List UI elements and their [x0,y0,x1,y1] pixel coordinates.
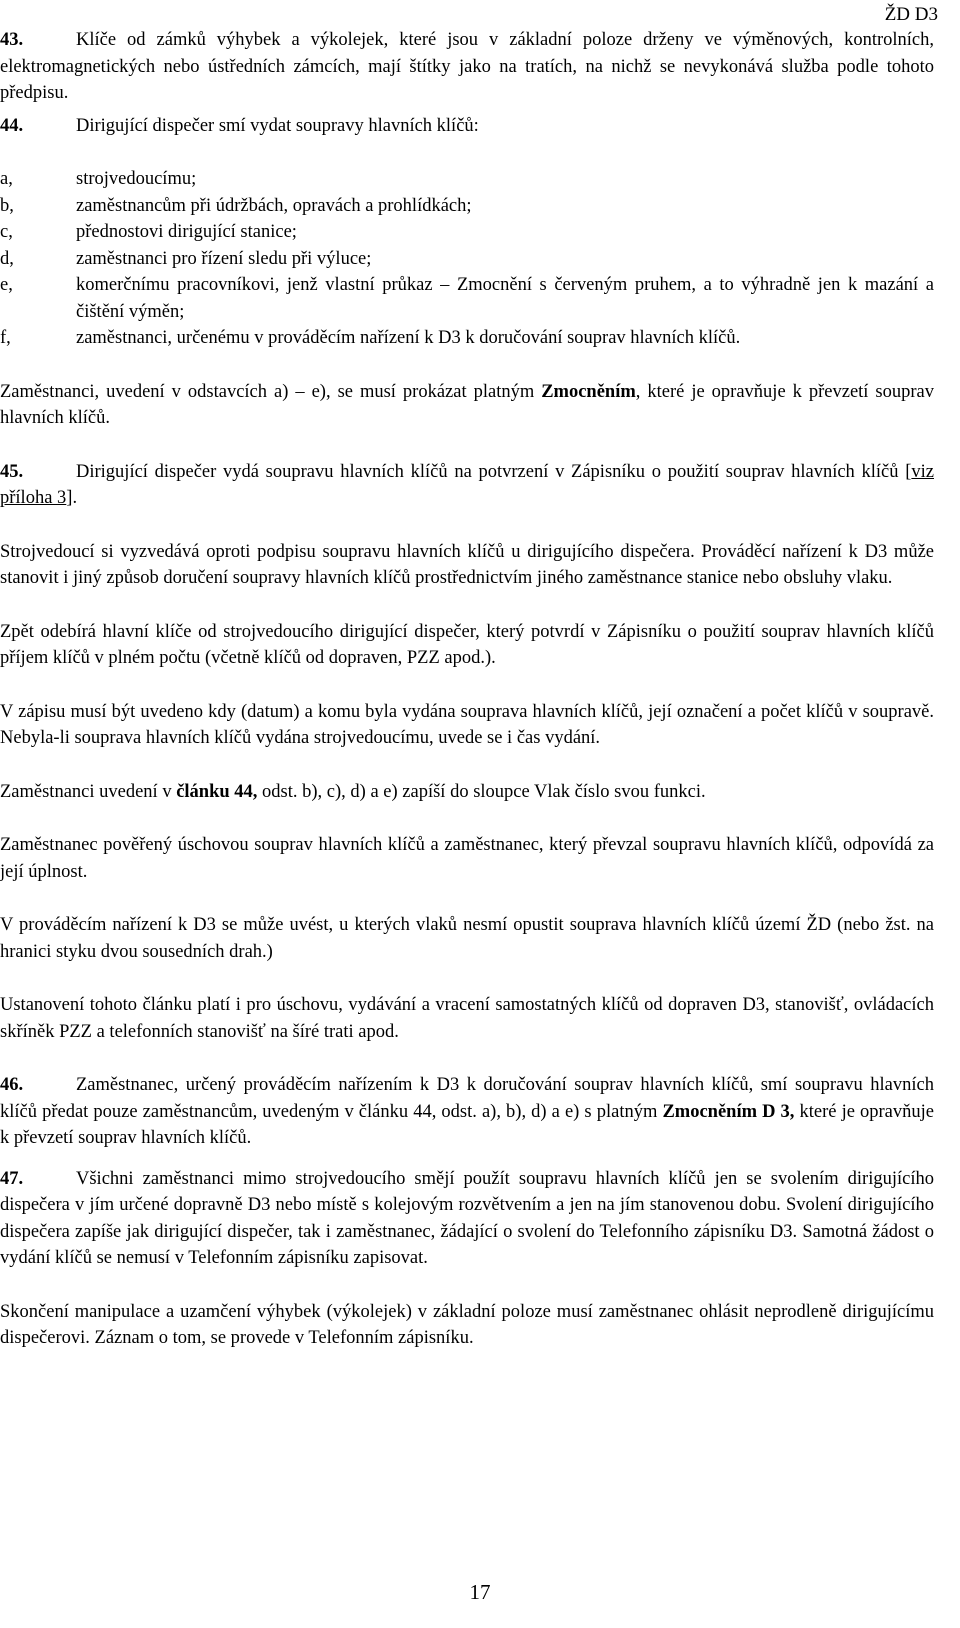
paragraph: Strojvedoucí si vyzvedává oproti podpisu soupravu hlavních klíčů u dirigujícího dispečera. Prováděcí nařízení k D3 může stanovit i jiný způsob doručení soupravy hlavních klíčů prostřednictvím jiného zaměstnance stanice nebo obsluhy vlaku. [0,541,934,588]
item-text: komerčnímu pracovníkovi, jenž vlastní průkaz – Zmocnění s červeným pruhem, a to výhradně jen k mazání a čištění výměn; [76,275,934,322]
article-46 [0,1072,934,1152]
list-item [0,325,934,352]
item-text: zaměstnancům při údržbách, opravách a prohlídkách; [76,195,472,216]
text-run: Zaměstnanci, uvedení v odstavcích a) – e), se musí prokázat platným [0,381,542,402]
article-44 [0,113,934,140]
text-run: ]. [66,488,78,508]
list-item [0,272,934,325]
appendix-link[interactable]: viz příloha 3 [0,461,934,508]
list-item [0,193,934,220]
page-number: 17 [469,1580,491,1604]
paragraph: V prováděcím nařízení k D3 se může uvést, u kterých vlaků nesmí opustit souprava hlavních klíčů území ŽD (nebo žst. na hranici styku dvou sousedních drah.) [0,915,934,962]
list-item [0,166,934,193]
document-body [0,27,934,1352]
paragraph: Skončení manipulace a uzamčení výhybek (výkolejek) v základní poloze musí zaměstnanec ohlásit neprodleně dirigujícímu dispečerovi. Záznam o tom, se provede v Telefonním zápisníku. [0,1301,934,1348]
item-label: c, [0,222,13,242]
bold-text: článku 44, [176,781,258,802]
document-code: ŽD D3 [884,4,938,25]
paragraph: Ustanovení tohoto článku platí i pro úschovu, vydávání a vracení samostatných klíčů od dopraven D3, stanovišť, ovládacích skříněk PZZ a telefonních stanovišť na šíré trati apod. [0,995,934,1042]
item-label: b, [0,195,14,216]
article-number: 45. [0,461,24,482]
article-text: Klíče od zámků výhybek a výkolejek, které jsou v základní poloze drženy ve výměnových, kontrolních, elektromagnetických nebo ústředních zámcích, mají štítky jako na tratích, na nichž se nevykonává služba podle tohoto předpisu. [0,30,934,103]
paragraph [0,379,934,432]
item-list [0,166,934,352]
paragraph: Zpět odebírá hlavní klíče od strojvedoucího dirigující dispečer, který potvrdí v Zápisníku o použití souprav hlavních klíčů příjem klíčů v plném počtu (včetně klíčů od dopraven, PZZ apod.). [0,621,934,668]
bold-text: Zmocněním [541,381,636,402]
item-label: d, [0,248,14,269]
article-number: 43. [0,30,24,50]
paragraph: V zápisu musí být uvedeno kdy (datum) a komu byla vydána souprava hlavních klíčů, její označení a počet klíčů v soupravě. Nebyla-li souprava hlavních klíčů vydána strojvedoucímu, uvede se i čas vydání. [0,701,934,748]
bold-text: Zmocněním D 3, [662,1101,795,1122]
list-item [0,219,934,246]
paragraph [0,779,934,806]
item-text: zaměstnanci pro řízení sledu při výluce; [76,248,372,269]
text-run: které je opravňuje k převzetí souprav hlavních klíčů. [0,1101,934,1148]
article-number: 47. [0,1168,24,1189]
text-run: Zaměstnanci uvedení v [0,781,177,802]
article-text: Všichni zaměstnanci mimo strojvedoucího smějí použít soupravu hlavních klíčů jen se svolením dirigujícího dispečera v jím určené dopravně D3 nebo místě s kolejovým rozvětvením a jen na jím stanovenou dobu. Svolení dirigujícího dispečera zapíše jak dirigující dispečer, tak i zaměstnanec, žádající o svolení do Telefonního zápisníku D3. Samotná žádost o vydání klíčů se nemusí v Telefonním zápisníku zapisovat. [0,1168,934,1268]
article-text: Dirigující dispečer vydá soupravu hlavních klíčů na potvrzení v Zápisníku o použití souprav hlavních klíčů [ [76,461,912,482]
article-text: Zaměstnanec, určený prováděcím nařízením k D3 k doručování souprav hlavních klíčů, smí soupravu hlavních klíčů předat pouze zaměstnancům, uvedeným v článku 44, odst. a), b), d) a e) s platným [0,1075,934,1122]
article-number: 44. [0,115,24,136]
item-text: přednostovi dirigující stanice; [76,222,297,242]
item-label: f, [0,328,11,348]
article-45 [0,459,934,512]
article-text: Dirigující dispečer smí vydat soupravy hlavních klíčů: [76,115,479,136]
item-label: e, [0,275,13,295]
paragraph: Zaměstnanec pověřený úschovou souprav hlavních klíčů a zaměstnanec, který převzal soupravu hlavních klíčů, odpovídá za její úplnost. [0,835,934,882]
article-43 [0,27,934,107]
text-run: , které je opravňuje k převzetí souprav hlavních klíčů. [0,381,934,428]
item-text: strojvedoucímu; [76,169,197,189]
item-text: zaměstnanci, určenému v prováděcím nařízení k D3 k doručování souprav hlavních klíčů. [76,328,741,348]
article-number: 46. [0,1075,24,1095]
article-47 [0,1166,934,1272]
list-item [0,246,934,273]
item-label: a, [0,169,13,189]
text-run: odst. b), c), d) a e) zapíší do sloupce Vlak číslo svou funkci. [257,781,706,802]
